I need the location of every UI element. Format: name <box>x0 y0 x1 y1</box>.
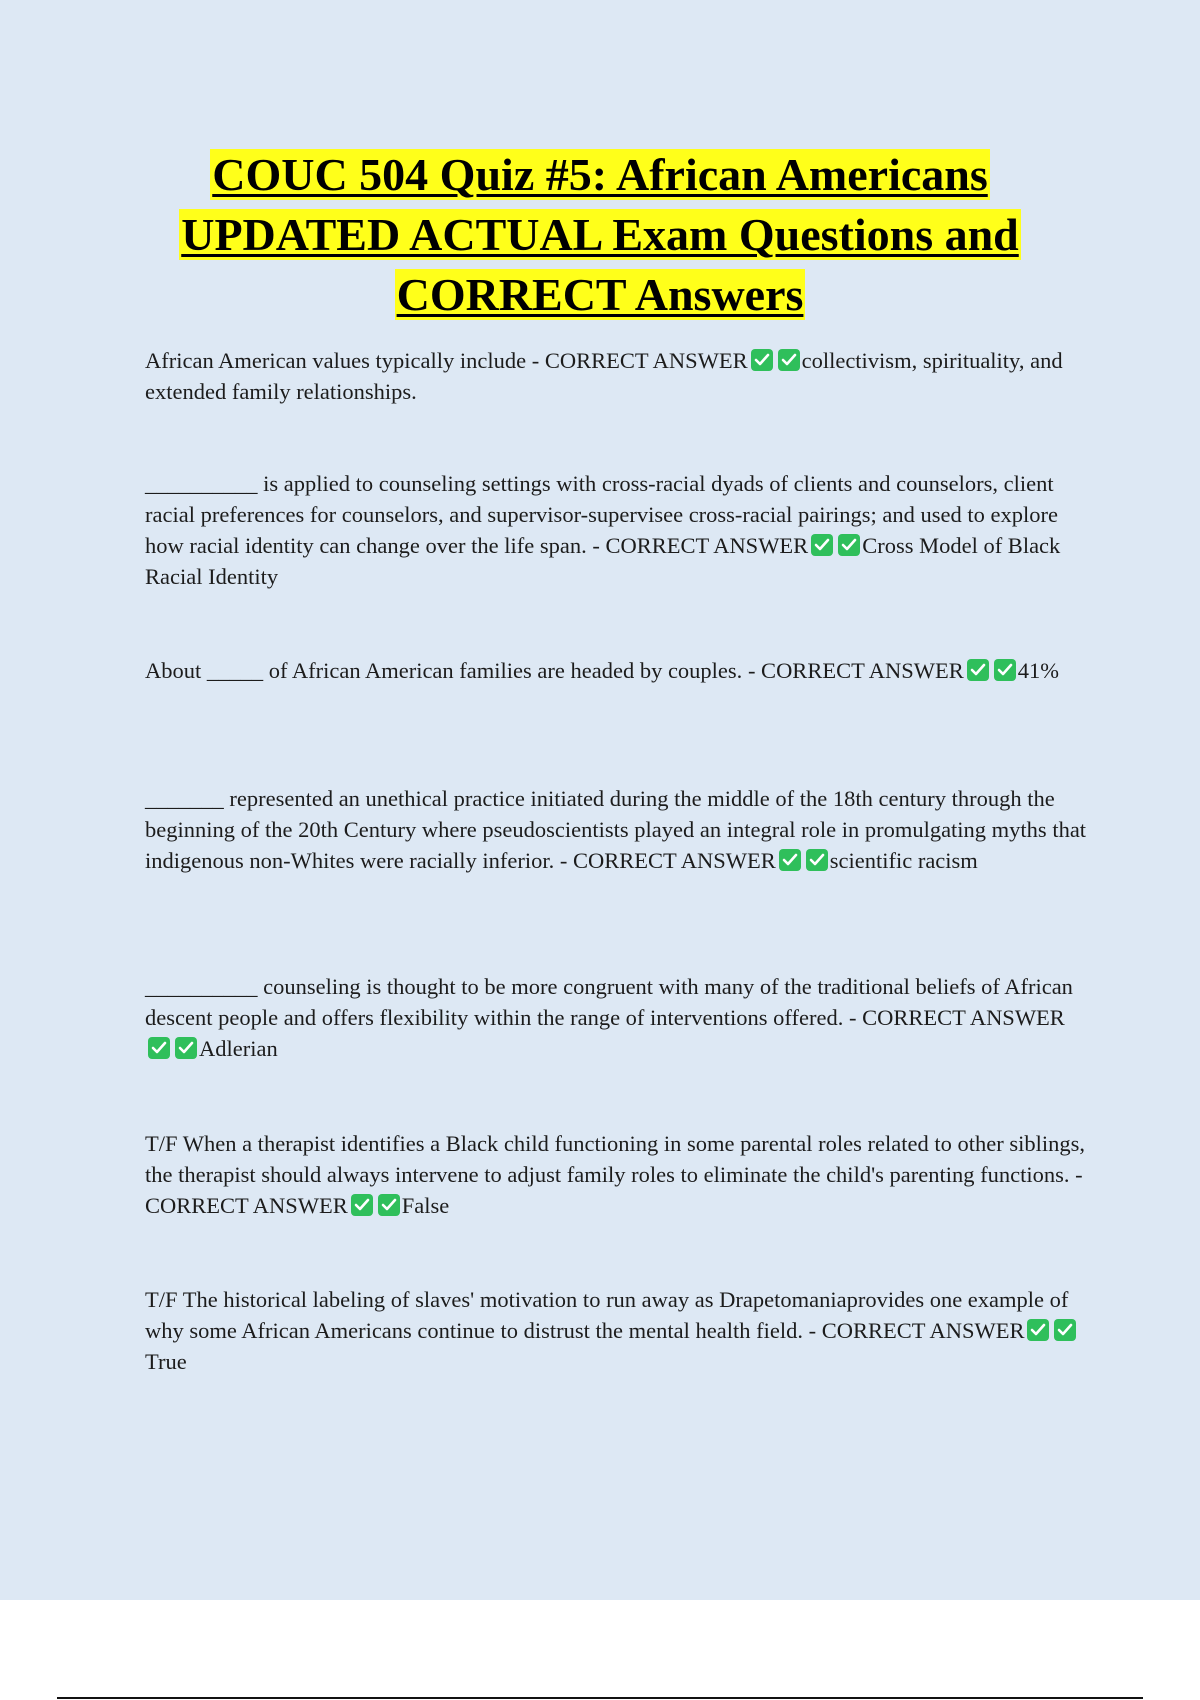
answer-marker: - CORRECT ANSWER <box>559 848 776 873</box>
green-check-icon <box>994 659 1016 681</box>
qa-item <box>145 1284 1090 1377</box>
qa-item <box>145 655 1090 686</box>
question-text: T/F When a therapist identifies a Black child functioning in some parental roles related to other siblings, the therapist should always intervene to adjust family roles to eliminate the child's parenting functions. <box>145 1131 1085 1187</box>
green-check-icon <box>751 349 773 371</box>
page-footer-rule <box>57 1697 1143 1699</box>
answer-text: False <box>401 1193 450 1218</box>
answer-text: 41% <box>1017 658 1060 683</box>
answer-marker: - CORRECT ANSWER <box>145 1162 1083 1218</box>
qa-item <box>145 1128 1090 1221</box>
green-check-icon <box>378 1194 400 1216</box>
answer-text: Adlerian <box>199 1036 278 1061</box>
question-text: About _____ of African American families are headed by couples. <box>145 658 743 683</box>
answer-marker: - CORRECT ANSWER <box>848 1005 1065 1030</box>
qa-item <box>145 971 1090 1064</box>
title-line: CORRECT Answers <box>396 269 804 320</box>
qa-item <box>145 468 1090 592</box>
qa-item <box>145 783 1090 876</box>
question-text: _______ represented an unethical practice initiated during the middle of the 18th century through the beginning of the 20th Century where pseudoscientists played an integral role in promulgating myths that indigenous non-Whites were racially inferior. <box>145 786 1087 873</box>
question-text: __________ counseling is thought to be more congruent with many of the traditional beliefs of African descent people and offers flexibility within the range of interventions offered. <box>145 974 1073 1030</box>
answer-text: collectivism, spirituality, and extended family relationships. <box>145 348 1063 404</box>
answer-text: Cross Model of Black Racial Identity <box>145 533 1061 589</box>
green-check-icon <box>811 534 833 556</box>
question-text: African American values typically include <box>145 348 527 373</box>
qa-item <box>145 345 1090 407</box>
title-line: UPDATED ACTUAL Exam Questions and <box>181 209 1019 260</box>
green-check-icon <box>838 534 860 556</box>
green-check-icon <box>778 349 800 371</box>
green-check-icon <box>779 849 801 871</box>
answer-text: True <box>145 1349 187 1374</box>
answer-marker: - CORRECT ANSWER <box>747 658 964 683</box>
question-text: __________ is applied to counseling settings with cross-racial dyads of clients and counselors, client racial preferences for counselors, and supervisor-supervisee cross-racial pairings; and used to explore how racial identity can change over the life span. <box>145 471 1058 558</box>
title-line: COUC 504 Quiz #5: African Americans <box>212 149 988 200</box>
answer-marker: - CORRECT ANSWER <box>808 1318 1025 1343</box>
document-title <box>100 145 1100 325</box>
question-text: T/F The historical labeling of slaves' motivation to run away as Drapetomaniaprovides one example of why some African Americans continue to distrust the mental health field. <box>145 1287 1069 1343</box>
green-check-icon <box>351 1194 373 1216</box>
green-check-icon <box>1054 1319 1076 1341</box>
green-check-icon <box>175 1037 197 1059</box>
green-check-icon <box>967 659 989 681</box>
green-check-icon <box>148 1037 170 1059</box>
answer-marker: - CORRECT ANSWER <box>592 533 809 558</box>
green-check-icon <box>1027 1319 1049 1341</box>
answer-marker: - CORRECT ANSWER <box>531 348 748 373</box>
answer-text: scientific racism <box>829 848 978 873</box>
green-check-icon <box>806 849 828 871</box>
